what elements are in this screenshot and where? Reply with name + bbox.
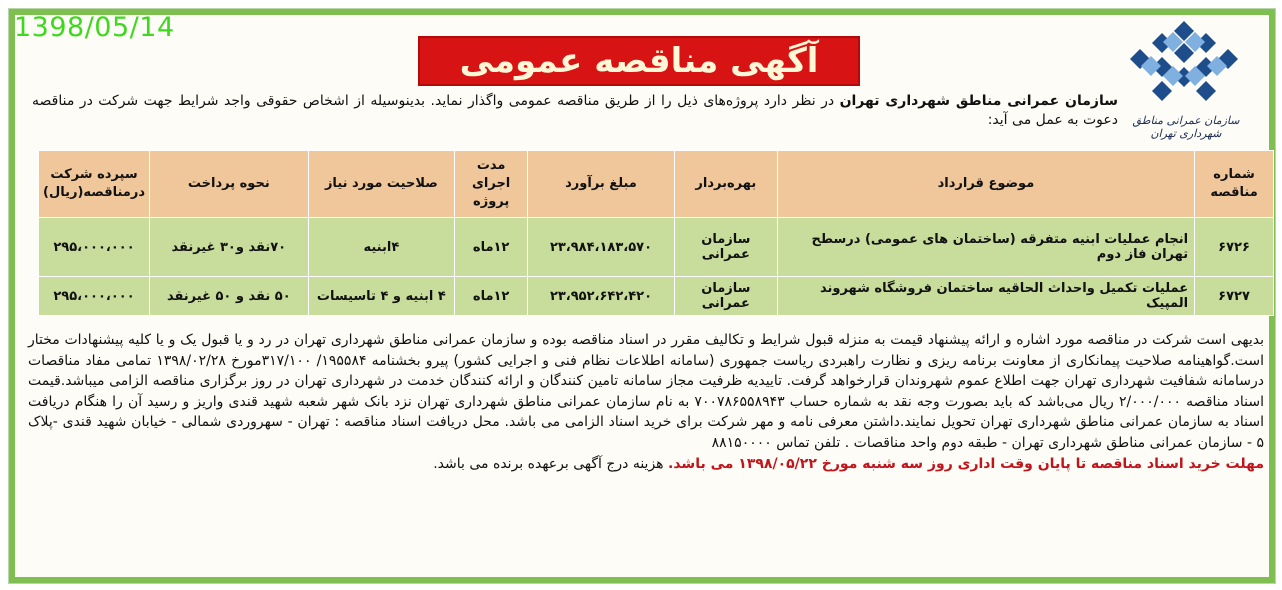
tender-table: [38, 150, 1274, 316]
col-subject: موضوع قرارداد: [777, 151, 1194, 218]
organization-logo: [1126, 17, 1242, 113]
notice-title: آگهی مناقصه عمومی: [418, 36, 860, 86]
col-duration: مدت اجرای پروژه: [455, 151, 528, 218]
cell-qualification: ۴ابنیه: [308, 218, 455, 277]
cell-deposit: ۲۹۵،۰۰۰،۰۰۰: [39, 277, 150, 316]
cell-estimate: ۲۳،۹۸۴،۱۸۳،۵۷۰: [528, 218, 675, 277]
cell-subject: انجام عملیات ابنیه متفرقه (ساختمان های عمومی) درسطح تهران فاز دوم: [777, 218, 1194, 277]
col-tender-number: شماره مناقصه: [1195, 151, 1274, 218]
table-header-row: [39, 151, 1274, 218]
cell-operator: سازمان عمرانی: [674, 218, 777, 277]
cell-deposit: ۲۹۵،۰۰۰،۰۰۰: [39, 218, 150, 277]
cell-payment: ۵۰ نقد و ۵۰ غیرنقد: [150, 277, 309, 316]
conditions-text: بدیهی است شرکت در مناقصه مورد اشاره و ارائه پیشنهاد قیمت به منزله قبول شرایط و تکالیف مقرر در اسناد مناقصه بوده و سازمان عمرانی مناطق شهرداری تهران در رد و یا قبول یک و یا کلیه پیشنهادات مختار است.گواهینامه صلاحیت پیمانکاری از معاونت برنامه ریزی و نظارت راهبردی ریاست جمهوری (سامانه اطلاعات نظام فنی و اجرایی کشور) پیرو بخشنامه ۱۹۵۵۸۴/ ۳۱۷/۱۰۰مورخ ۱۳۹۸/۰۲/۲۸ تمامی مفاد مناقصات درسامانه شفافیت شهرداری تهران جهت اطلاع عموم شهروندان قرارخواهد گرفت. تاییدیه ظرفیت مجاز سامانه تامین کنندگان و ارائه کنندگان خدمت در شهرداری تهران در روز برگزاری مناقصه الزامی میباشد.قیمت اسناد مناقصه ۲/۰۰۰/۰۰۰ ریال می‌باشد که باید بصورت وجه نقد به شماره حساب ۷۰۰۷۸۶۵۵۸۹۴۳ به نام سازمان عمرانی مناطق شهرداری تهران نزد بانک شهر شعبه شهید قندی واریز و رسید آن را هنگام دریافت اسناد به سازمان عمرانی مناطق شهرداری تهران تحویل نمایند.داشتن معرفی نامه و مهر شرکت برای خرید اسناد الزامی می باشد. محل دریافت اسناد مناقصه : تهران - سهروردی شمالی - خیابان شهید قندی -پلاک ۵ - سازمان عمرانی مناطق شهرداری تهران - طبقه دوم واحد مناقصات . تلفن تماس ۸۸۱۵۰۰۰۰: [28, 332, 1265, 451]
intro-paragraph: [32, 92, 1118, 130]
logo-caption: سازمان عمرانی مناطق شهرداری تهران: [1132, 114, 1240, 140]
col-estimate: مبلغ برآورد: [528, 151, 675, 218]
cell-qualification: ۴ ابنیه و ۴ تاسیسات: [308, 277, 455, 316]
intro-text: در نظر دارد پروژه‌های ذیل را از طریق مناقصه عمومی واگذار نماید. بدینوسیله از اشخاص حقوقی واجد شرایط جهت شرکت در مناقصه دعوت به عمل می آید:: [32, 93, 1118, 128]
conditions-paragraph: [28, 330, 1264, 474]
fee-text: هزینه درج آگهی برعهده برنده می باشد.: [433, 455, 669, 472]
cell-tender-number: ۶۷۲۷: [1195, 277, 1274, 316]
intro-org: سازمان عمرانی مناطق شهرداری تهران: [839, 93, 1119, 109]
col-qualification: صلاحیت مورد نیاز: [308, 151, 455, 218]
cell-subject: عملیات تکمیل واحداث الحاقیه ساختمان فروشگاه شهروند المپیک: [777, 277, 1194, 316]
cell-operator: سازمان عمرانی: [674, 277, 777, 316]
deadline-text: مهلت خرید اسناد مناقصه تا پایان وقت اداری روز سه شنبه مورخ ۱۳۹۸/۰۵/۲۲ می باشد.: [668, 455, 1264, 472]
cell-estimate: ۲۳،۹۵۲،۶۴۲،۴۲۰: [528, 277, 675, 316]
col-payment: نحوه پرداخت: [150, 151, 309, 218]
col-operator: بهره‌بردار: [674, 151, 777, 218]
date-stamp: 1398/05/14: [14, 12, 175, 43]
cell-tender-number: ۶۷۲۶: [1195, 218, 1274, 277]
cell-payment: ۷۰نقد و۳۰ غیرنقد: [150, 218, 309, 277]
table-row: [39, 277, 1274, 316]
cell-duration: ۱۲ماه: [455, 277, 528, 316]
table-row: [39, 218, 1274, 277]
col-deposit: سپرده شرکت درمناقصه(ریال): [39, 151, 150, 218]
cell-duration: ۱۲ماه: [455, 218, 528, 277]
